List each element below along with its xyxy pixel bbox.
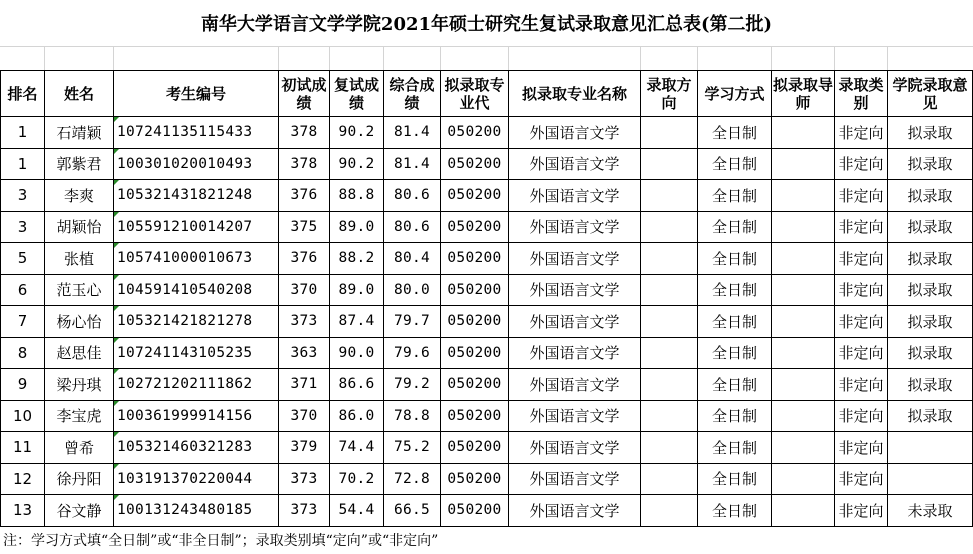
table-row [1, 243, 973, 275]
table-row [1, 495, 973, 527]
cell-major-name: 外国语言文学 [509, 337, 641, 369]
table-row [1, 180, 973, 212]
cell-total: 66.5 [384, 495, 441, 527]
cell-initial: 373 [279, 495, 330, 527]
cell-initial: 373 [279, 463, 330, 495]
cell-major-code: 050200 [441, 306, 509, 338]
cell-major-code: 050200 [441, 211, 509, 243]
cell-direction [641, 495, 698, 527]
cell-total: 79.6 [384, 337, 441, 369]
cell-category: 非定向 [835, 148, 888, 180]
cell-exam-id: 103191370220044 [114, 463, 279, 495]
cell-total: 72.8 [384, 463, 441, 495]
cell-exam-id: 100131243480185 [114, 495, 279, 527]
cell-direction [641, 117, 698, 149]
cell-total: 75.2 [384, 432, 441, 464]
cell-total: 81.4 [384, 148, 441, 180]
cell-opinion: 拟录取 [888, 306, 973, 338]
cell-retest: 90.0 [330, 337, 384, 369]
header-study-mode: 学习方式 [698, 71, 772, 117]
cell-category: 非定向 [835, 306, 888, 338]
admission-table [0, 70, 973, 527]
cell-direction [641, 337, 698, 369]
cell-exam-id: 105591210014207 [114, 211, 279, 243]
cell-category: 非定向 [835, 243, 888, 275]
cell-supervisor [772, 495, 835, 527]
header-supervisor: 拟录取导师 [772, 71, 835, 117]
cell-retest: 90.2 [330, 117, 384, 149]
cell-initial: 376 [279, 243, 330, 275]
cell-retest: 87.4 [330, 306, 384, 338]
cell-initial: 375 [279, 211, 330, 243]
cell-rank: 13 [1, 495, 45, 527]
cell-category: 非定向 [835, 117, 888, 149]
cell-retest: 88.2 [330, 243, 384, 275]
cell-category: 非定向 [835, 495, 888, 527]
cell-initial: 363 [279, 337, 330, 369]
cell-study-mode: 全日制 [698, 148, 772, 180]
cell-rank: 3 [1, 180, 45, 212]
cell-supervisor [772, 117, 835, 149]
cell-major-code: 050200 [441, 180, 509, 212]
cell-retest: 89.0 [330, 274, 384, 306]
cell-total: 80.4 [384, 243, 441, 275]
cell-retest: 86.0 [330, 400, 384, 432]
cell-major-code: 050200 [441, 274, 509, 306]
cell-total: 80.6 [384, 211, 441, 243]
table-row [1, 400, 973, 432]
cell-direction [641, 148, 698, 180]
table-row [1, 432, 973, 464]
cell-major-name: 外国语言文学 [509, 180, 641, 212]
cell-name: 石靖颖 [45, 117, 114, 149]
cell-major-name: 外国语言文学 [509, 274, 641, 306]
cell-opinion: 未录取 [888, 495, 973, 527]
cell-study-mode: 全日制 [698, 337, 772, 369]
header-major-code: 拟录取专业代 [441, 71, 509, 117]
header-rank: 排名 [1, 71, 45, 117]
cell-supervisor [772, 400, 835, 432]
cell-total: 80.0 [384, 274, 441, 306]
cell-direction [641, 400, 698, 432]
cell-retest: 70.2 [330, 463, 384, 495]
cell-name: 胡颖怡 [45, 211, 114, 243]
header-direction: 录取方向 [641, 71, 698, 117]
cell-category: 非定向 [835, 274, 888, 306]
cell-name: 范玉心 [45, 274, 114, 306]
cell-category: 非定向 [835, 369, 888, 401]
cell-supervisor [772, 369, 835, 401]
cell-major-name: 外国语言文学 [509, 306, 641, 338]
table-row [1, 337, 973, 369]
table-row [1, 117, 973, 149]
table-row [1, 369, 973, 401]
cell-name: 梁丹琪 [45, 369, 114, 401]
header-initial: 初试成绩 [279, 71, 330, 117]
cell-major-code: 050200 [441, 369, 509, 401]
cell-major-code: 050200 [441, 432, 509, 464]
cell-supervisor [772, 274, 835, 306]
cell-rank: 1 [1, 117, 45, 149]
cell-opinion: 拟录取 [888, 400, 973, 432]
cell-total: 78.8 [384, 400, 441, 432]
cell-name: 张植 [45, 243, 114, 275]
cell-study-mode: 全日制 [698, 211, 772, 243]
header-retest: 复试成绩 [330, 71, 384, 117]
cell-direction [641, 369, 698, 401]
cell-category: 非定向 [835, 211, 888, 243]
cell-supervisor [772, 463, 835, 495]
cell-opinion: 拟录取 [888, 243, 973, 275]
cell-major-code: 050200 [441, 117, 509, 149]
header-opinion: 学院录取意见 [888, 71, 973, 117]
cell-study-mode: 全日制 [698, 432, 772, 464]
cell-study-mode: 全日制 [698, 180, 772, 212]
cell-rank: 1 [1, 148, 45, 180]
header-name: 姓名 [45, 71, 114, 117]
cell-rank: 8 [1, 337, 45, 369]
cell-major-code: 050200 [441, 148, 509, 180]
cell-category: 非定向 [835, 432, 888, 464]
cell-category: 非定向 [835, 463, 888, 495]
cell-direction [641, 432, 698, 464]
cell-major-code: 050200 [441, 243, 509, 275]
cell-exam-id: 100361999914156 [114, 400, 279, 432]
cell-supervisor [772, 243, 835, 275]
cell-rank: 12 [1, 463, 45, 495]
cell-name: 曾希 [45, 432, 114, 464]
cell-initial: 379 [279, 432, 330, 464]
cell-name: 徐丹阳 [45, 463, 114, 495]
cell-name: 杨心怡 [45, 306, 114, 338]
cell-opinion: 拟录取 [888, 274, 973, 306]
cell-major-name: 外国语言文学 [509, 211, 641, 243]
cell-direction [641, 243, 698, 275]
cell-direction [641, 180, 698, 212]
cell-study-mode: 全日制 [698, 463, 772, 495]
cell-supervisor [772, 148, 835, 180]
cell-initial: 376 [279, 180, 330, 212]
table-row [1, 148, 973, 180]
cell-exam-id: 107241135115433 [114, 117, 279, 149]
spacer-row [0, 47, 973, 70]
cell-initial: 378 [279, 148, 330, 180]
cell-initial: 373 [279, 306, 330, 338]
cell-opinion: 拟录取 [888, 369, 973, 401]
header-row [1, 71, 973, 117]
cell-retest: 86.6 [330, 369, 384, 401]
cell-opinion: 拟录取 [888, 337, 973, 369]
cell-supervisor [772, 306, 835, 338]
sheet-title: 南华大学语言文学学院2021年硕士研究生复试录取意见汇总表(第二批) [0, 0, 973, 47]
cell-direction [641, 274, 698, 306]
cell-total: 81.4 [384, 117, 441, 149]
table-row [1, 463, 973, 495]
header-major-name: 拟录取专业名称 [509, 71, 641, 117]
cell-exam-id: 105321431821248 [114, 180, 279, 212]
cell-study-mode: 全日制 [698, 369, 772, 401]
cell-major-name: 外国语言文学 [509, 148, 641, 180]
cell-major-name: 外国语言文学 [509, 463, 641, 495]
cell-supervisor [772, 337, 835, 369]
cell-major-name: 外国语言文学 [509, 432, 641, 464]
table-row [1, 274, 973, 306]
cell-name: 李宝虎 [45, 400, 114, 432]
cell-study-mode: 全日制 [698, 274, 772, 306]
cell-opinion: 拟录取 [888, 180, 973, 212]
cell-rank: 9 [1, 369, 45, 401]
cell-exam-id: 105321421821278 [114, 306, 279, 338]
cell-major-name: 外国语言文学 [509, 495, 641, 527]
cell-study-mode: 全日制 [698, 495, 772, 527]
cell-retest: 90.2 [330, 148, 384, 180]
cell-rank: 6 [1, 274, 45, 306]
cell-exam-id: 105741000010673 [114, 243, 279, 275]
cell-rank: 5 [1, 243, 45, 275]
cell-name: 谷文静 [45, 495, 114, 527]
cell-exam-id: 102721202111862 [114, 369, 279, 401]
cell-direction [641, 306, 698, 338]
cell-rank: 10 [1, 400, 45, 432]
cell-major-code: 050200 [441, 463, 509, 495]
cell-major-code: 050200 [441, 400, 509, 432]
cell-opinion [888, 432, 973, 464]
cell-study-mode: 全日制 [698, 400, 772, 432]
cell-supervisor [772, 432, 835, 464]
cell-initial: 378 [279, 117, 330, 149]
cell-exam-id: 107241143105235 [114, 337, 279, 369]
cell-major-name: 外国语言文学 [509, 369, 641, 401]
cell-exam-id: 104591410540208 [114, 274, 279, 306]
cell-study-mode: 全日制 [698, 243, 772, 275]
cell-major-name: 外国语言文学 [509, 400, 641, 432]
table-row [1, 306, 973, 338]
cell-name: 赵思佳 [45, 337, 114, 369]
cell-initial: 370 [279, 400, 330, 432]
cell-rank: 11 [1, 432, 45, 464]
cell-major-code: 050200 [441, 495, 509, 527]
cell-supervisor [772, 211, 835, 243]
cell-supervisor [772, 180, 835, 212]
header-total: 综合成绩 [384, 71, 441, 117]
cell-opinion: 拟录取 [888, 211, 973, 243]
cell-category: 非定向 [835, 400, 888, 432]
cell-major-name: 外国语言文学 [509, 117, 641, 149]
cell-direction [641, 211, 698, 243]
cell-retest: 54.4 [330, 495, 384, 527]
cell-total: 79.7 [384, 306, 441, 338]
cell-opinion: 拟录取 [888, 148, 973, 180]
cell-retest: 74.4 [330, 432, 384, 464]
cell-rank: 3 [1, 211, 45, 243]
cell-initial: 370 [279, 274, 330, 306]
header-exam-id: 考生编号 [114, 71, 279, 117]
cell-direction [641, 463, 698, 495]
cell-exam-id: 100301020010493 [114, 148, 279, 180]
header-category: 录取类别 [835, 71, 888, 117]
cell-category: 非定向 [835, 180, 888, 212]
cell-study-mode: 全日制 [698, 306, 772, 338]
cell-study-mode: 全日制 [698, 117, 772, 149]
cell-opinion [888, 463, 973, 495]
cell-total: 80.6 [384, 180, 441, 212]
cell-name: 李爽 [45, 180, 114, 212]
cell-retest: 88.8 [330, 180, 384, 212]
cell-major-code: 050200 [441, 337, 509, 369]
cell-category: 非定向 [835, 337, 888, 369]
cell-name: 郭紫君 [45, 148, 114, 180]
cell-initial: 371 [279, 369, 330, 401]
footnote: 注：学习方式填“全日制”或“非全日制”；录取类别填“定向”或“非定向” [3, 533, 439, 549]
cell-retest: 89.0 [330, 211, 384, 243]
cell-major-name: 外国语言文学 [509, 243, 641, 275]
cell-total: 79.2 [384, 369, 441, 401]
table-row [1, 211, 973, 243]
cell-opinion: 拟录取 [888, 117, 973, 149]
cell-exam-id: 105321460321283 [114, 432, 279, 464]
cell-rank: 7 [1, 306, 45, 338]
